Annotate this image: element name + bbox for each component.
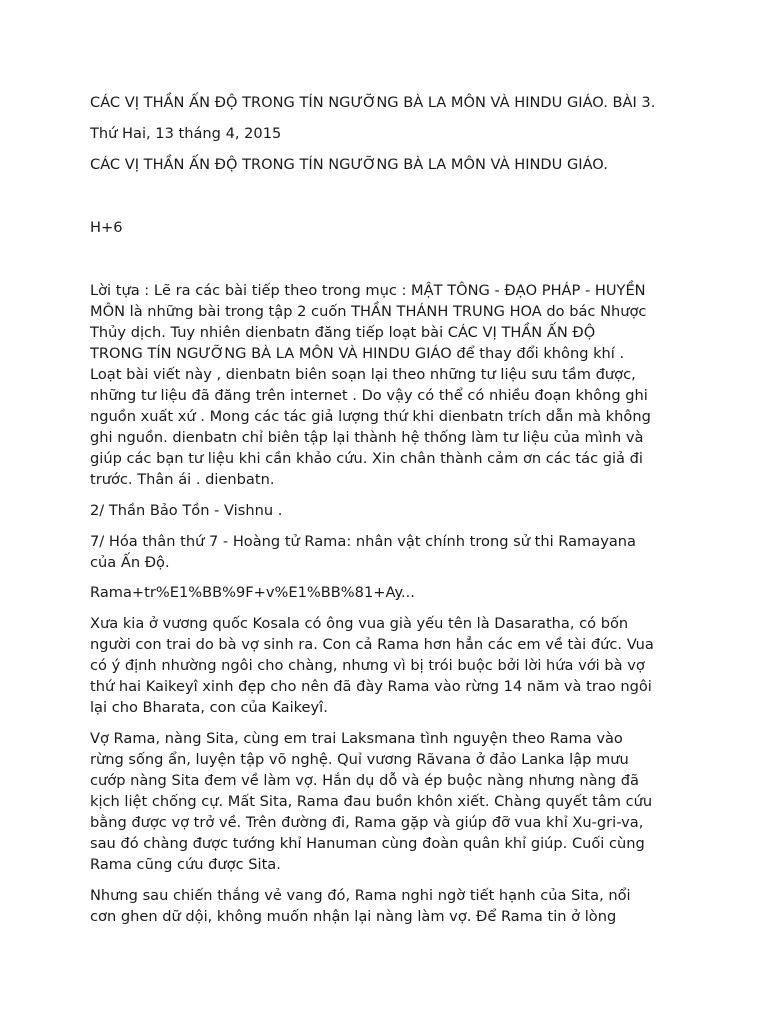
paragraph-line: Vợ Rama, nàng Sita, cùng em trai Laksmana tình nguyện theo Rama vào [90,730,623,747]
paragraph-line: kịch liệt chống cự. Mất Sita, Rama đau buồn khôn xiết. Chàng quyết tâm cứu [90,793,653,810]
preface-line: MÔN là những bài trong tập 2 cuốn THẦN THÁNH TRUNG HOA do bác Nhược [90,303,647,320]
document-title: CÁC VỊ THẦN ẤN ĐỘ TRONG TÍN NGƯỠNG BÀ LA MÔN VÀ HINDU GIÁO. BÀI 3. [90,94,656,111]
paragraph-line: lại cho Bharata, con của Kaikeyî. [90,699,328,716]
paragraph-line: cướp nàng Sita đem về làm vợ. Hắn dụ dỗ và ép buộc nàng nhưng nàng đã [90,772,639,789]
body-paragraph-3 [90,885,690,927]
preface-line: Loạt bài viết này , dienbatn biên soạn lại theo những tư liệu sưu tầm được, [90,366,636,383]
paragraph-line: Nhưng sau chiến thắng vẻ vang đó, Rama nghi ngờ tiết hạnh của Sita, nổi [90,887,631,904]
preface-paragraph [90,280,690,490]
preface-line: những tư liệu đã đăng trên internet . Do vậy có thể có nhiều đoạn không ghi [90,387,648,404]
paragraph-line: rừng sống ẩn, luyện tập võ nghệ. Quỉ vương Rãvana ở đảo Lanka lập mưu [90,751,629,768]
image-caption: Rama+tr%E1%BB%9F+v%E1%BB%81+Ay... [90,584,415,601]
paragraph-line: cơn ghen dữ dội, không muốn nhận lại nàng làm vợ. Để Rama tin ở lòng [90,908,617,925]
paragraph-line: thứ hai Kaikeyî xinh đẹp cho nên đã đày Rama vào rừng 14 năm và trao ngôi [90,678,652,695]
paragraph-line: bằng được vợ trở về. Trên đường đi, Rama gặp và giúp đỡ vua khỉ Xu-gri-va, [90,814,644,831]
subsection-line: của Ấn Độ. [90,554,170,571]
preface-line: nguồn xuất xứ . Mong các tác giả lượng thứ khi dienbatn trích dẫn mà không [90,408,651,425]
preface-line: TRONG TÍN NGƯỠNG BÀ LA MÔN VÀ HINDU GIÁO để thay đổi không khí . [90,345,625,362]
document-subtitle: CÁC VỊ THẦN ẤN ĐỘ TRONG TÍN NGƯỠNG BÀ LA MÔN VÀ HINDU GIÁO. [90,156,608,173]
subsection-line: 7/ Hóa thân thứ 7 - Hoàng tử Rama: nhân vật chính trong sử thi Ramayana [90,533,636,550]
body-paragraph-2 [90,728,690,875]
paragraph-line: người con trai do bà vợ sinh ra. Con cả Rama hơn hẳn các em về tài đức. Vua [90,636,654,653]
preface-line: Lời tựa : Lẽ ra các bài tiếp theo trong mục : MẬT TÔNG - ĐẠO PHÁP - HUYỀN [90,282,646,299]
paragraph-line: sau đó chàng được tướng khỉ Hanuman cùng đoàn quân khỉ giúp. Cuối cùng [90,835,645,852]
post-date: Thứ Hai, 13 tháng 4, 2015 [90,125,282,142]
paragraph-line: Rama cũng cứu được Sita. [90,856,281,873]
paragraph-line: có ý định nhường ngôi cho chàng, nhưng vì bị trói buộc bởi lời hứa với bà vợ [90,657,645,674]
preface-line: trước. Thân ái . dienbatn. [90,471,275,488]
subsection-heading [90,531,690,573]
tag-label: H+6 [90,219,123,236]
document-page [90,90,690,927]
section-heading: 2/ Thần Bảo Tồn - Vishnu . [90,502,283,519]
paragraph-line: Xưa kia ở vương quốc Kosala có ông vua già yếu tên là Dasaratha, có bốn [90,615,629,632]
body-paragraph-1 [90,613,690,718]
preface-line: Thủy dịch. Tuy nhiên dienbatn đăng tiếp loạt bài CÁC VỊ THẦN ẤN ĐỘ [90,324,596,341]
preface-line: ghi nguồn. dienbatn chỉ biên tập lại thành hệ thống làm tư liệu của mình và [90,429,644,446]
preface-line: giúp các bạn tư liệu khi cần khảo cứu. Xin chân thành cảm ơn các tác giả đi [90,450,643,467]
